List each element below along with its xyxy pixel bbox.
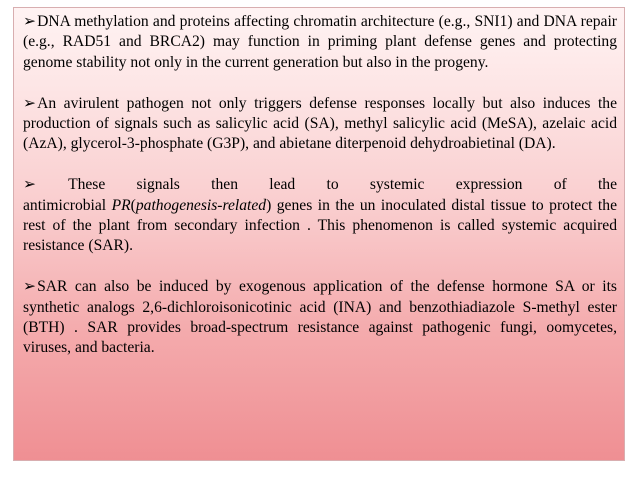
arrow-bullet-icon: ➢ xyxy=(23,94,37,112)
paragraph-avirulent-pathogen xyxy=(23,94,617,155)
arrow-bullet-icon: ➢ xyxy=(23,13,37,30)
pathogenesis-related-italic-text: pathogenesis-related xyxy=(135,196,267,214)
pr-italic-text: PR xyxy=(111,196,131,214)
paragraph-first-line-text: These signals then lead to systemic expression of the xyxy=(37,176,617,194)
paragraph-text-end: ) genes in the un inoculated distal tissue to protect the rest of the plant from secondary infection . This phenomenon is called systemic acquired resistance (SAR). xyxy=(23,196,617,255)
paren-open-text: ( xyxy=(130,196,136,214)
content-text-box xyxy=(13,7,625,461)
paragraph-systemic-signals xyxy=(23,175,617,257)
paragraph-text: An avirulent pathogen not only triggers defense responses locally but also induces the production of signals such as salicylic acid (SA), methyl salicylic acid (MeSA), azelaic acid (AzA), glycerol-3-phosphate (G3P), and abietane diterpenoid dehydroabietinal (DA). xyxy=(23,94,617,153)
paragraph-text-start: antimicrobial xyxy=(23,196,112,214)
paragraph-first-line xyxy=(23,175,617,195)
arrow-bullet-icon: ➢ xyxy=(23,176,37,194)
arrow-bullet-icon: ➢ xyxy=(23,278,37,296)
paragraph-dna-methylation xyxy=(23,12,617,73)
paragraph-text: DNA methylation and proteins affecting chromatin architecture (e.g., SNI1) and DNA repair (e.g., RAD51 and BRCA2) may function in priming plant defense genes and protecting genome stability not only in the current generation but also in the progeny. xyxy=(23,13,617,71)
paragraph-text: SAR can also be induced by exogenous application of the defense hormone SA or its synthetic analogs 2,6-dichloroisonicotinic acid (INA) and benzothiadiazole S-methyl ester (BTH) . SAR provides broad-spectrum resistance against pathogenic fungi, oomycetes, viruses, and bacteria. xyxy=(23,278,617,357)
paragraph-sar-induction xyxy=(23,277,617,359)
